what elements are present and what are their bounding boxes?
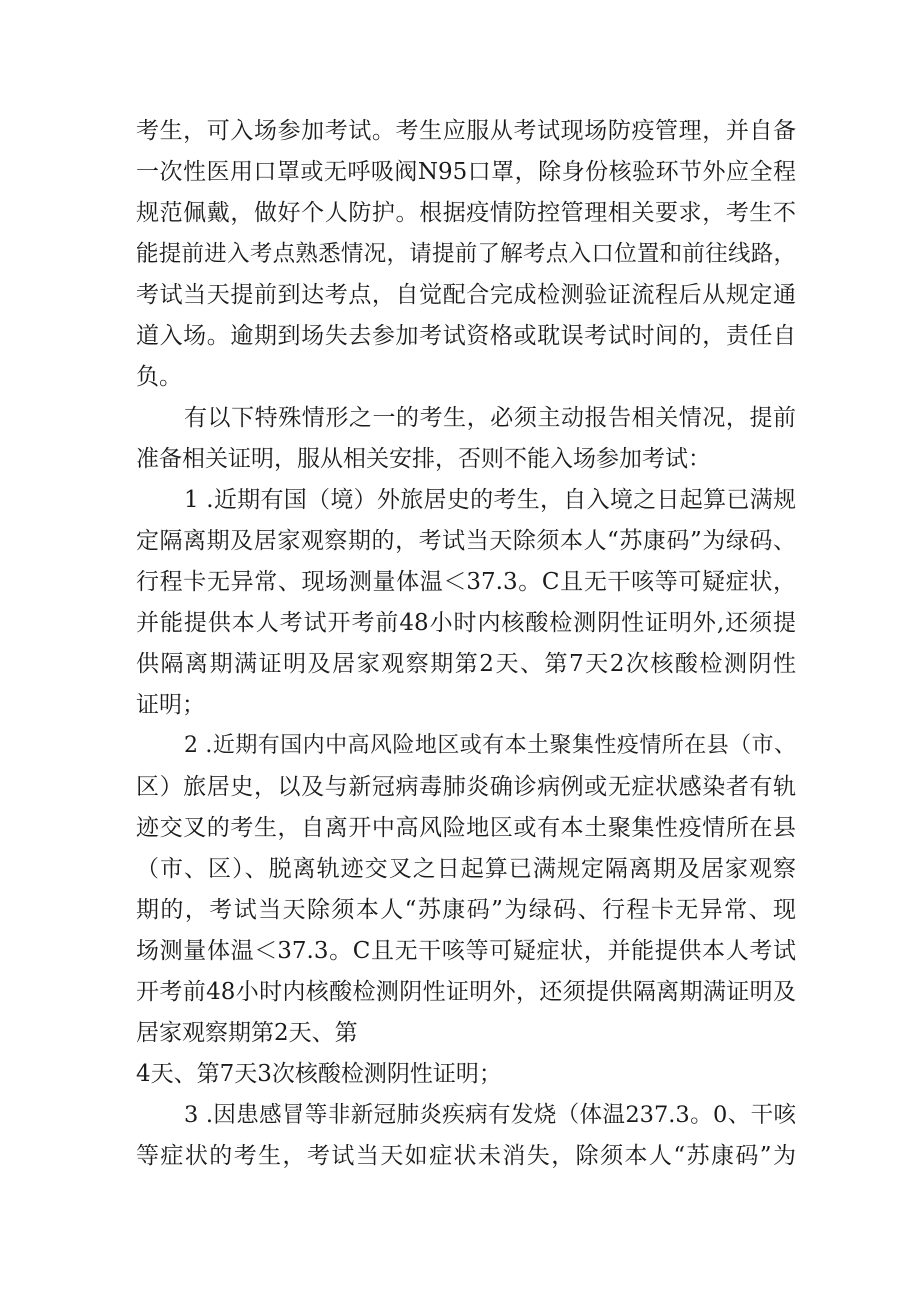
text-line: 供隔离期满证明及居家观察期第2天、第7天2次核酸检测阴性 — [136, 651, 796, 677]
text-line: 考生，可入场参加考试。考生应服从考试现场防疫管理，并自备 — [136, 118, 796, 144]
text-line: 道入场。逾期到场失去参加考试资格或耽误考试时间的，责任自 — [136, 323, 796, 349]
list-item-1-first-line: 1 .近期有国（境）外旅居史的考生，自入境之日起算已满规 — [184, 487, 796, 513]
text-line: 居家观察期第2天、第 — [136, 1020, 358, 1046]
text-line: 一次性医用口罩或无呼吸阀N95口罩，除身份核验环节外应全程 — [136, 159, 796, 185]
text-line: 期的，考试当天除须本人“苏康码”为绿码、行程卡无异常、现 — [136, 897, 796, 923]
text-line: （市、区）、脱离轨迹交叉之日起算已满规定隔离期及居家观察 — [136, 856, 796, 882]
text-line: 场测量体温＜37.3。C且无干咳等可疑症状，并能提供本人考试 — [136, 938, 796, 964]
text-line: 负。 — [136, 364, 182, 390]
text-line: 迹交叉的考生，自离开中高风险地区或有本土聚集性疫情所在县 — [136, 815, 796, 841]
text-line: 行程卡无异常、现场测量体温＜37.3。C且无干咳等可疑症状， — [136, 569, 796, 595]
list-item-2-first-line: 2 .近期有国内中高风险地区或有本土聚集性疫情所在县（市、 — [184, 733, 796, 758]
text-line: 4天、第7天3次核酸检测阴性证明； — [136, 1061, 502, 1087]
text-line: 等症状的考生，考试当天如症状未消失，除须本人“苏康码”为 — [136, 1143, 796, 1169]
text-line: 并能提供本人考试开考前48小时内核酸检测阴性证明外,还须提 — [136, 610, 796, 636]
paragraph-first-line: 有以下特殊情形之一的考生，必须主动报告相关情况，提前 — [184, 405, 796, 431]
text-line: 准备相关证明，服从相关安排，否则不能入场参加考试： — [136, 446, 711, 472]
text-line: 能提前进入考点熟悉情况，请提前了解考点入口位置和前往线路， — [136, 241, 796, 267]
text-line: 定隔离期及居家观察期的，考试当天除须本人“苏康码”为绿码、 — [136, 528, 796, 554]
text-line: 开考前48小时内核酸检测阴性证明外，还须提供隔离期满证明及 — [136, 979, 796, 1005]
text-line: 区）旅居史，以及与新冠病毒肺炎确诊病例或无症状感染者有轨 — [136, 774, 796, 800]
text-line: 证明； — [136, 692, 205, 718]
list-item-3-first-line: 3 .因患感冒等非新冠肺炎疾病有发烧（体温237.3。0、干咳 — [184, 1102, 796, 1128]
text-line: 规范佩戴，做好个人防护。根据疫情防控管理相关要求，考生不 — [136, 200, 796, 226]
text-line: 考试当天提前到达考点，自觉配合完成检测验证流程后从规定通 — [136, 282, 796, 308]
